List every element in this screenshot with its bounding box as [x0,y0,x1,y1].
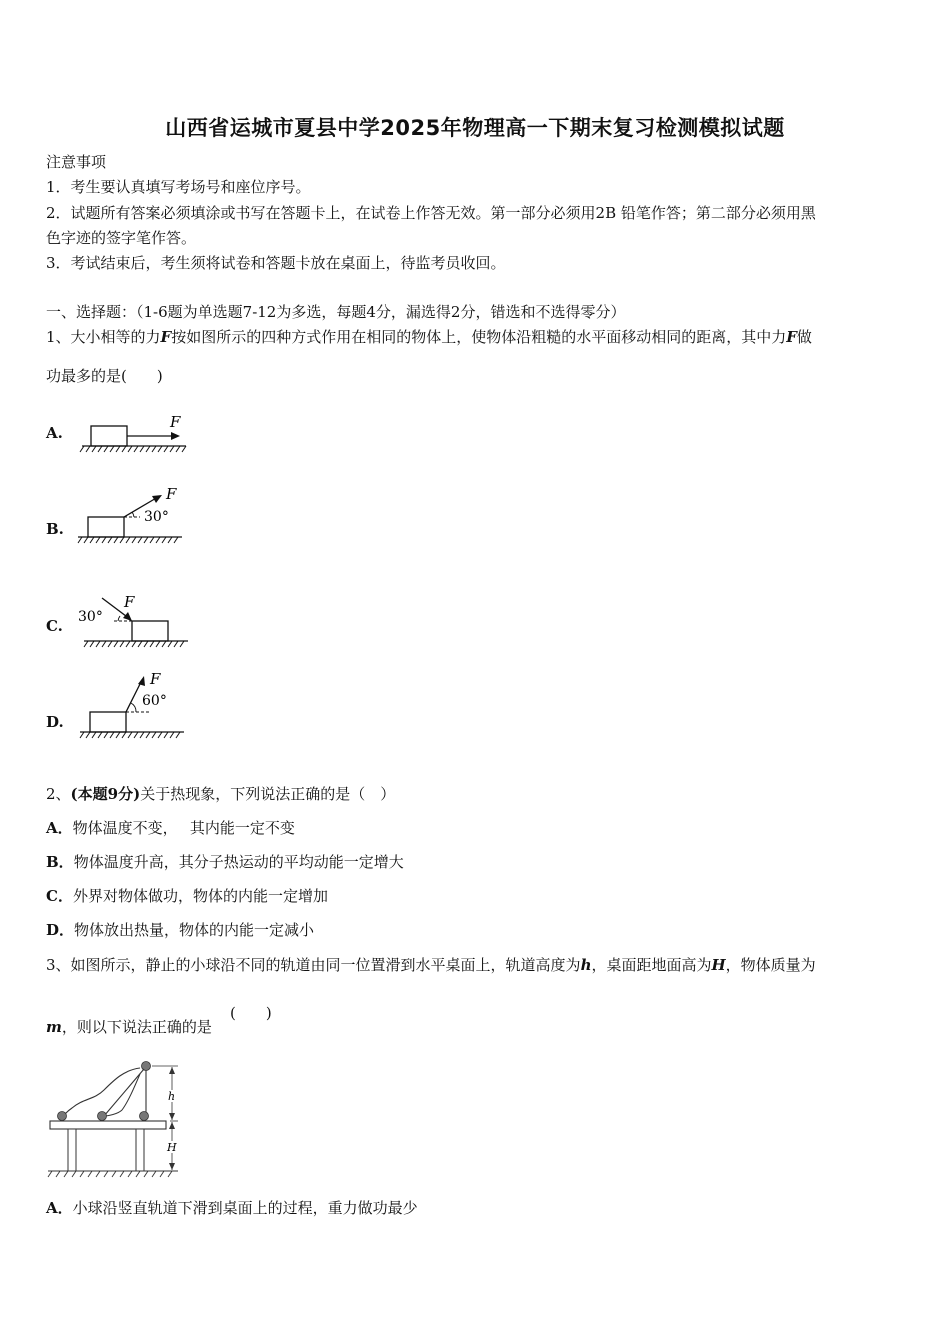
q2-option-d-text: 物体放出热量，物体的内能一定减小 [74,921,315,939]
q2-option-a [46,818,906,838]
notice-item: 色字迹的签字笔作答。 [46,229,197,247]
notice-heading: 注意事项 [46,153,107,171]
q1-text-c: 做 [796,328,812,346]
question-1-stem-cont: 功最多的是( ) [46,367,163,385]
q3-text-c: ，物体质量为 [725,956,816,974]
notice-item: 1．考生要认真填写考场号和座位序号。 [46,178,311,196]
q1-var-f: F [160,328,172,346]
ball-top [142,1062,151,1071]
q1-figure-b [76,482,188,548]
q2-option-c-label: C． [46,887,73,905]
q3-var-m: m [46,1018,62,1036]
q1-option-a-label: A. [46,424,63,442]
q3-option-a [46,1198,906,1218]
question-3-stem-cont [46,1017,906,1037]
q2-score: (本题9分) [70,785,141,803]
ball-right [140,1112,149,1121]
q2-option-d [46,920,906,940]
q1-d-force-label: F [150,670,161,688]
q3-text-d: ，则以下说法正确的是 [61,1018,212,1036]
q1-b-angle-label: 30° [144,509,169,525]
q3-text-b: ，桌面距地面高为 [591,956,712,974]
q3-answer-paren: ( ) [230,1004,272,1022]
q2-option-a-label: A． [46,819,73,837]
q1-option-d-label: D. [46,713,64,731]
q3-figure-label-H: H [167,1141,177,1154]
ball-middle [98,1112,107,1121]
q1-option-b-label: B. [46,520,64,538]
q2-number: 2、 [46,785,71,803]
q1-figure-c [76,592,192,652]
q3-var-H: H [711,956,726,974]
question-2-stem [46,784,906,804]
q2-option-a-text: 物体温度不变， 其内能一定不变 [72,819,295,837]
q2-option-b-label: B． [46,853,74,871]
q3-var-h: h [580,956,592,974]
q1-var-f-2: F [786,328,797,346]
question-3-stem [46,955,906,975]
q2-text: 关于热现象，下列说法正确的是（ ） [140,785,396,803]
q1-text-b: 按如图所示的四种方式作用在相同的物体上，使物体沿粗糙的水平面移动相同的距离，其中力 [171,328,787,346]
q2-option-b [46,852,906,872]
q2-option-d-label: D． [46,921,75,939]
ball-left [58,1112,67,1121]
q1-d-angle-label: 60° [142,693,167,709]
q1-c-force-label: F [124,593,135,611]
q2-option-c [46,886,906,906]
q1-figure-a [78,410,190,456]
q2-option-c-text: 外界对物体做功，物体的内能一定增加 [72,887,328,905]
q3-figure-label-h: h [168,1090,176,1103]
q3-option-a-label: A． [46,1199,73,1217]
q3-text-a: 3、如图所示，静止的小球沿不同的轨道由同一位置滑到水平桌面上，轨道高度为 [46,956,581,974]
q3-figure [44,1058,190,1182]
page-title: 山西省运城市夏县中学2025年物理高一下期末复习检测模拟试题 [165,116,785,140]
question-1-stem [46,327,906,347]
notice-item: 2．试题所有答案必须填涂或书写在答题卡上，在试卷上作答无效。第一部分必须用2B 铅笔作答；第二部分必须用黑 [46,204,816,222]
q2-option-b-text: 物体温度升高，其分子热运动的平均动能一定增大 [73,853,404,871]
q1-a-force-label: F [170,413,181,431]
q1-c-angle-label: 30° [78,609,103,625]
q1-text-a: 1、大小相等的力 [46,328,161,346]
section-heading: 一、选择题：（1-6题为单选题7-12为多选，每题4分，漏选得2分，错选和不选得零分） [46,303,626,321]
q1-option-c-label: C. [46,617,63,635]
notice-item: 3．考试结束后，考生须将试卷和答题卡放在桌面上，待监考员收回。 [46,254,506,272]
q1-b-force-label: F [166,485,177,503]
q3-option-a-text: 小球沿竖直轨道下滑到桌面上的过程，重力做功最少 [72,1199,418,1217]
q1-figure-d [76,666,192,744]
